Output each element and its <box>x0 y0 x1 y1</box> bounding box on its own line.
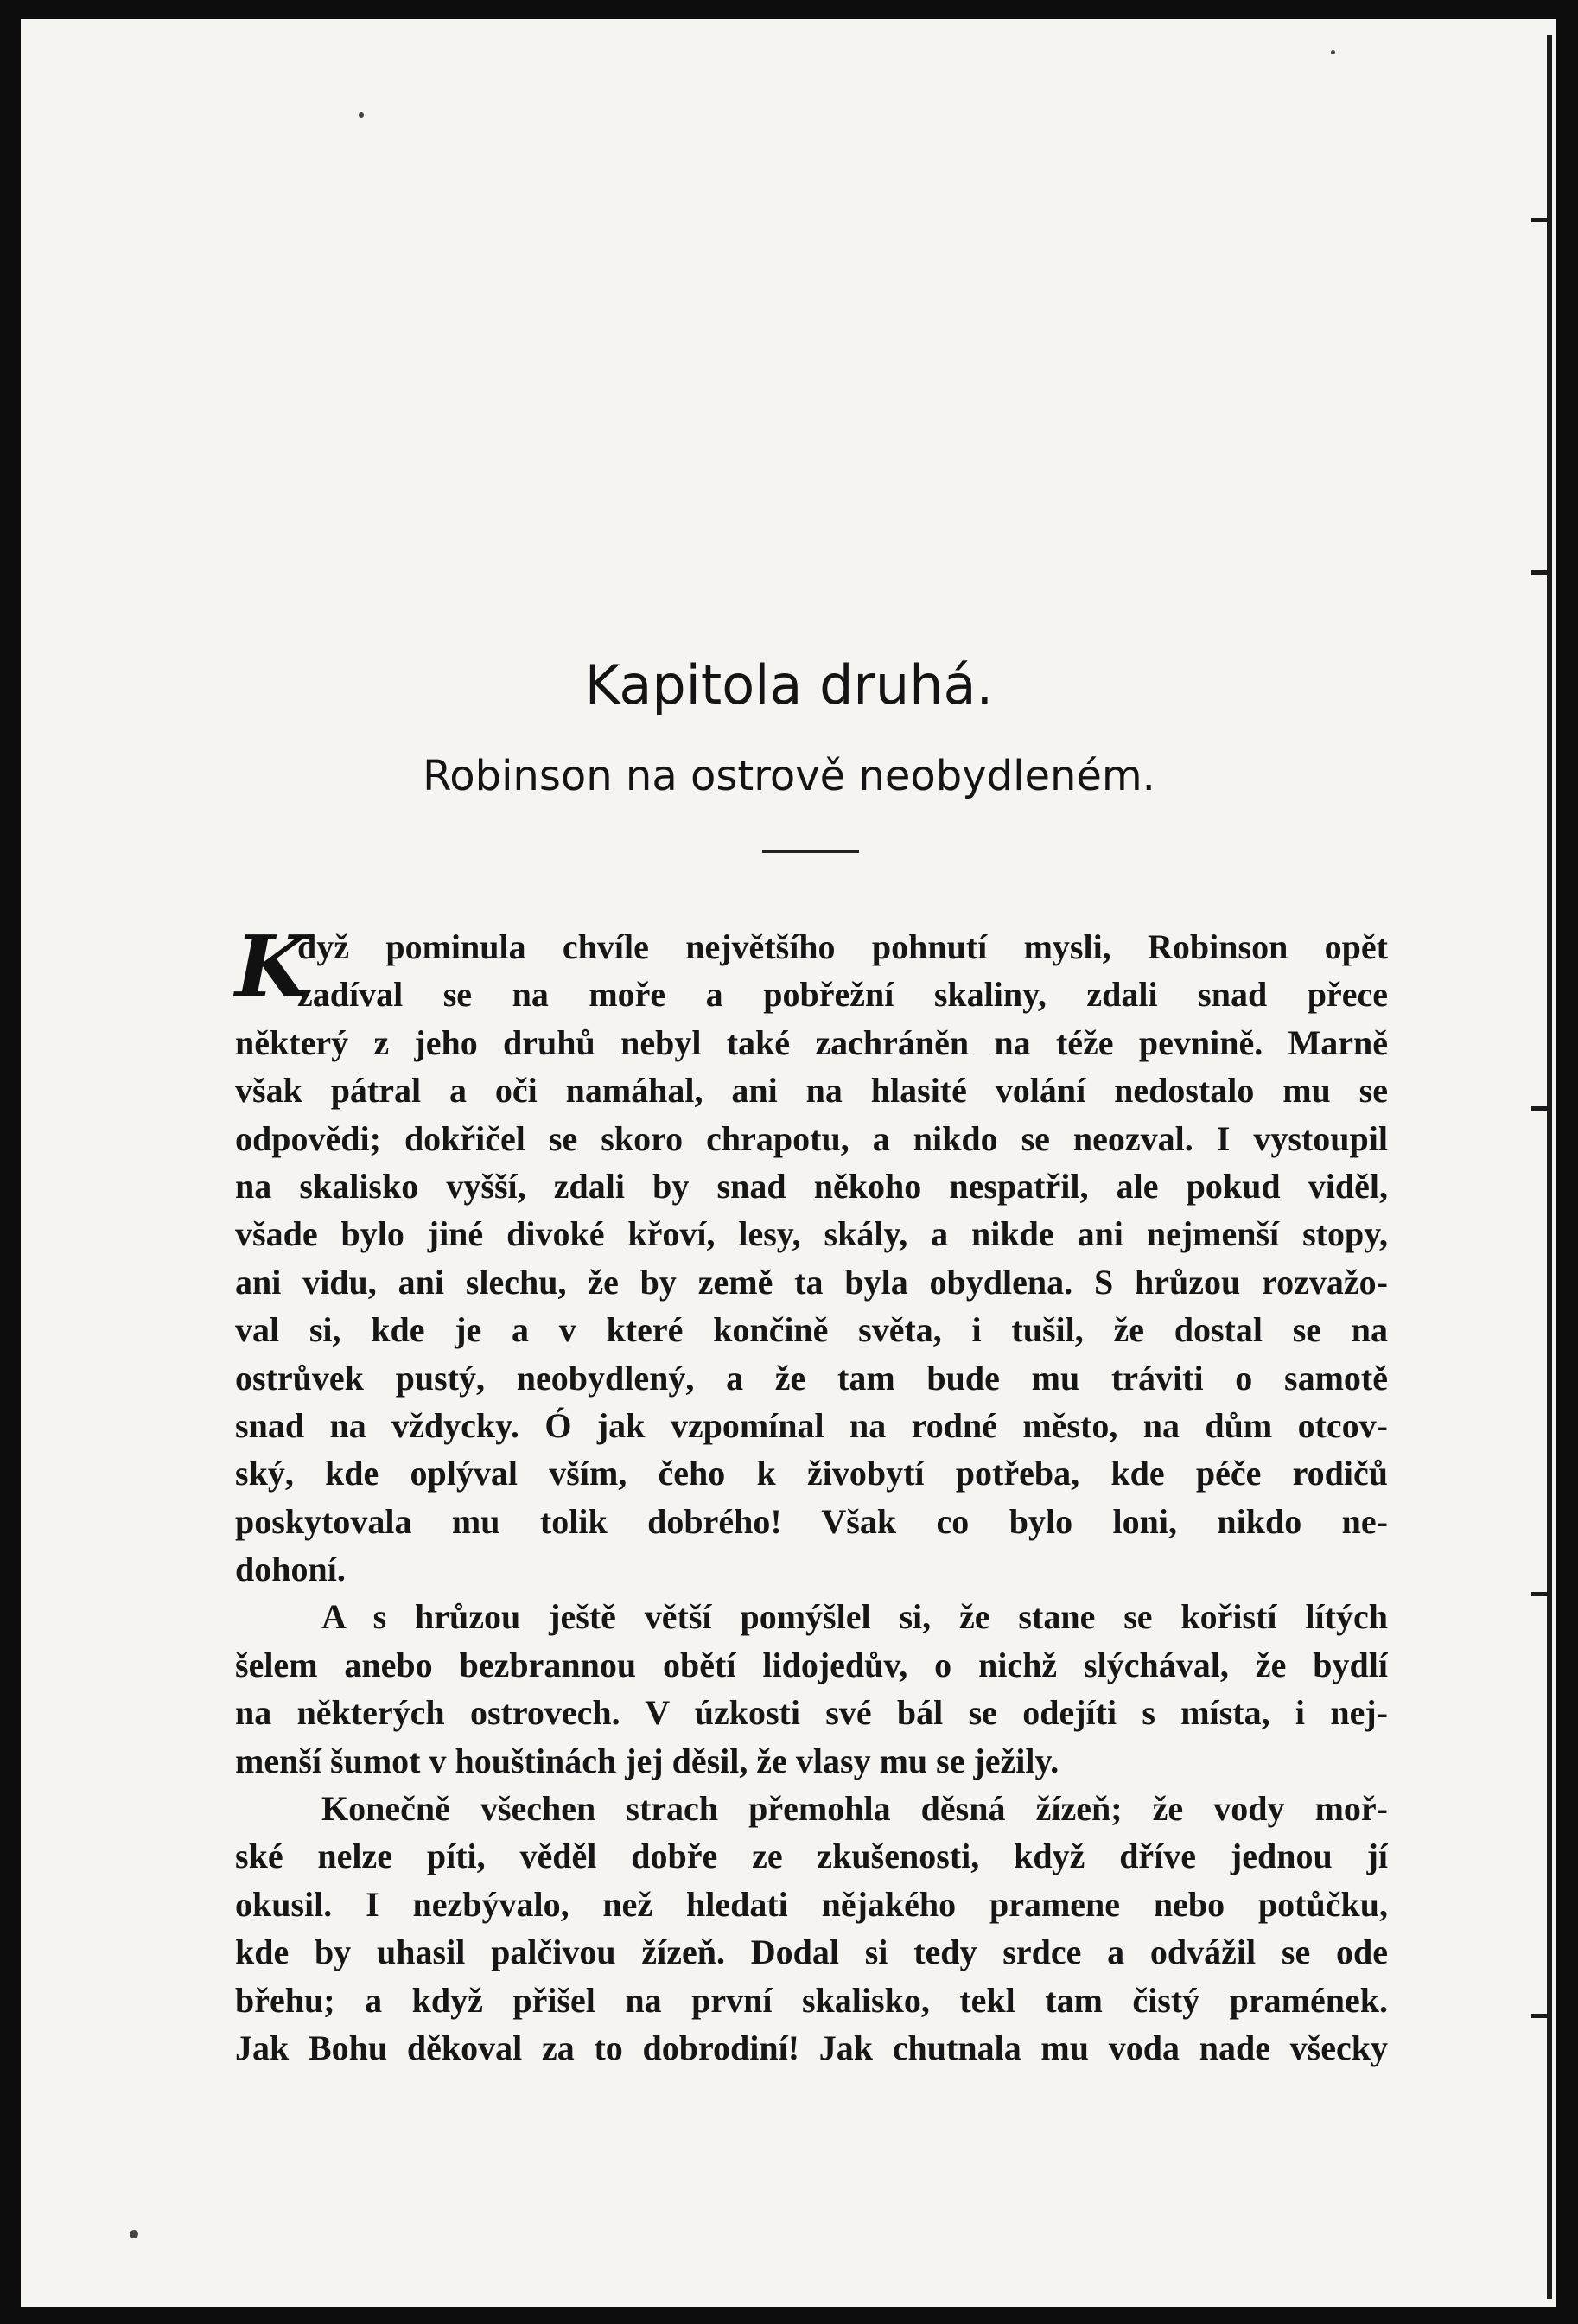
text-line: na některých ostrovech. V úzkosti své bál se odejíti s místa, i nej- <box>235 1693 1388 1733</box>
text-line: ské nelze píti, věděl dobře ze zkušenosti, když dříve jednou jí <box>235 1837 1388 1876</box>
text-line: ostrůvek pustý, neobydlený, a že tam bude mu tráviti o samotě <box>235 1358 1388 1398</box>
paragraph <box>235 918 1388 1593</box>
spine-mark <box>1531 570 1550 575</box>
text-line: okusil. I nezbývalo, než hledati nějakého pramene nebo potůčku, <box>235 1884 1388 1924</box>
text-line: všade bylo jiné divoké křoví, lesy, skály, a nikde ani nejmenší stopy, <box>235 1214 1388 1254</box>
text-line: odpovědi; dokřičel se skoro chrapotu, a nikdo se neozval. I vystoupil <box>235 1118 1388 1158</box>
paragraph <box>235 1593 1388 1785</box>
text-line: poskytovala mu tolik dobrého! Však co bylo loni, nikdo ne- <box>235 1501 1388 1541</box>
scan-speck <box>1331 50 1335 54</box>
spine-mark <box>1531 1106 1550 1111</box>
text-line: zadíval se na moře a pobřežní skaliny, zdali snad přece <box>297 975 1388 1015</box>
title-divider <box>762 850 859 853</box>
text-line: břehu; a když přišel na první skalisko, tekl tam čistý pramének. <box>235 1980 1388 2020</box>
spine-mark <box>1531 1592 1550 1596</box>
text-line: ský, kde oplýval vším, čeho k živobytí potřeba, kde péče rodičů <box>235 1454 1388 1493</box>
text-line: dohoní. <box>235 1550 346 1589</box>
text-line: menší šumot v houštinách jej děsil, že vlasy mu se ježily. <box>235 1741 1059 1780</box>
text-line: na skalisko vyšší, zdali by snad někoho nespatřil, ale pokud viděl, <box>235 1166 1388 1206</box>
drop-cap-initial: K <box>235 918 309 1017</box>
text-line: A s hrůzou ještě větší pomýšlel si, že stane se kořistí lítých <box>321 1597 1388 1637</box>
chapter-title: Kapitola druhá. <box>584 653 994 716</box>
text-line: Konečně všechen strach přemohla děsná žízeň; že vody moř- <box>321 1789 1388 1829</box>
book-spine-shadow <box>1547 35 1552 2299</box>
spine-mark <box>1531 218 1550 222</box>
scan-edge-left <box>0 0 21 2324</box>
text-line: Jak Bohu děkoval za to dobrodiní! Jak chutnala mu voda nade všecky <box>235 2028 1388 2067</box>
scan-edge-right <box>1556 0 1578 2324</box>
chapter-subtitle: Robinson na ostrově neobydleném. <box>423 752 1155 800</box>
scan-edge-top <box>0 0 1578 19</box>
scan-speck <box>130 2230 138 2238</box>
text-line: šelem anebo bezbrannou obětí lidojedův, o nichž slýchával, že bydlí <box>235 1645 1388 1684</box>
text-line: snad na vždycky. Ó jak vzpomínal na rodné město, na dům otcov- <box>235 1405 1388 1445</box>
text-line: val si, kde je a v které končině světa, i tušil, že dostal se na <box>235 1310 1388 1350</box>
scan-speck <box>359 112 364 118</box>
scan-edge-bottom <box>0 2307 1578 2324</box>
spine-mark <box>1531 2014 1550 2018</box>
text-line: kde by uhasil palčivou žízeň. Dodal si tedy srdce a odvážil se ode <box>235 1932 1388 1972</box>
text-line: některý z jeho druhů nebyl také zachráněn na téže pevnině. Marně <box>235 1022 1388 1062</box>
text-line: však pátral a oči namáhal, ani na hlasité volání nedostalo mu se <box>235 1071 1388 1111</box>
text-line: dyž pominula chvíle největšího pohnutí mysli, Robinson opět <box>297 927 1388 966</box>
paragraph <box>235 1785 1388 2072</box>
text-line: ani vidu, ani slechu, že by země ta byla obydlena. S hrůzou rozvažo- <box>235 1262 1388 1302</box>
body-text <box>235 918 1388 2072</box>
